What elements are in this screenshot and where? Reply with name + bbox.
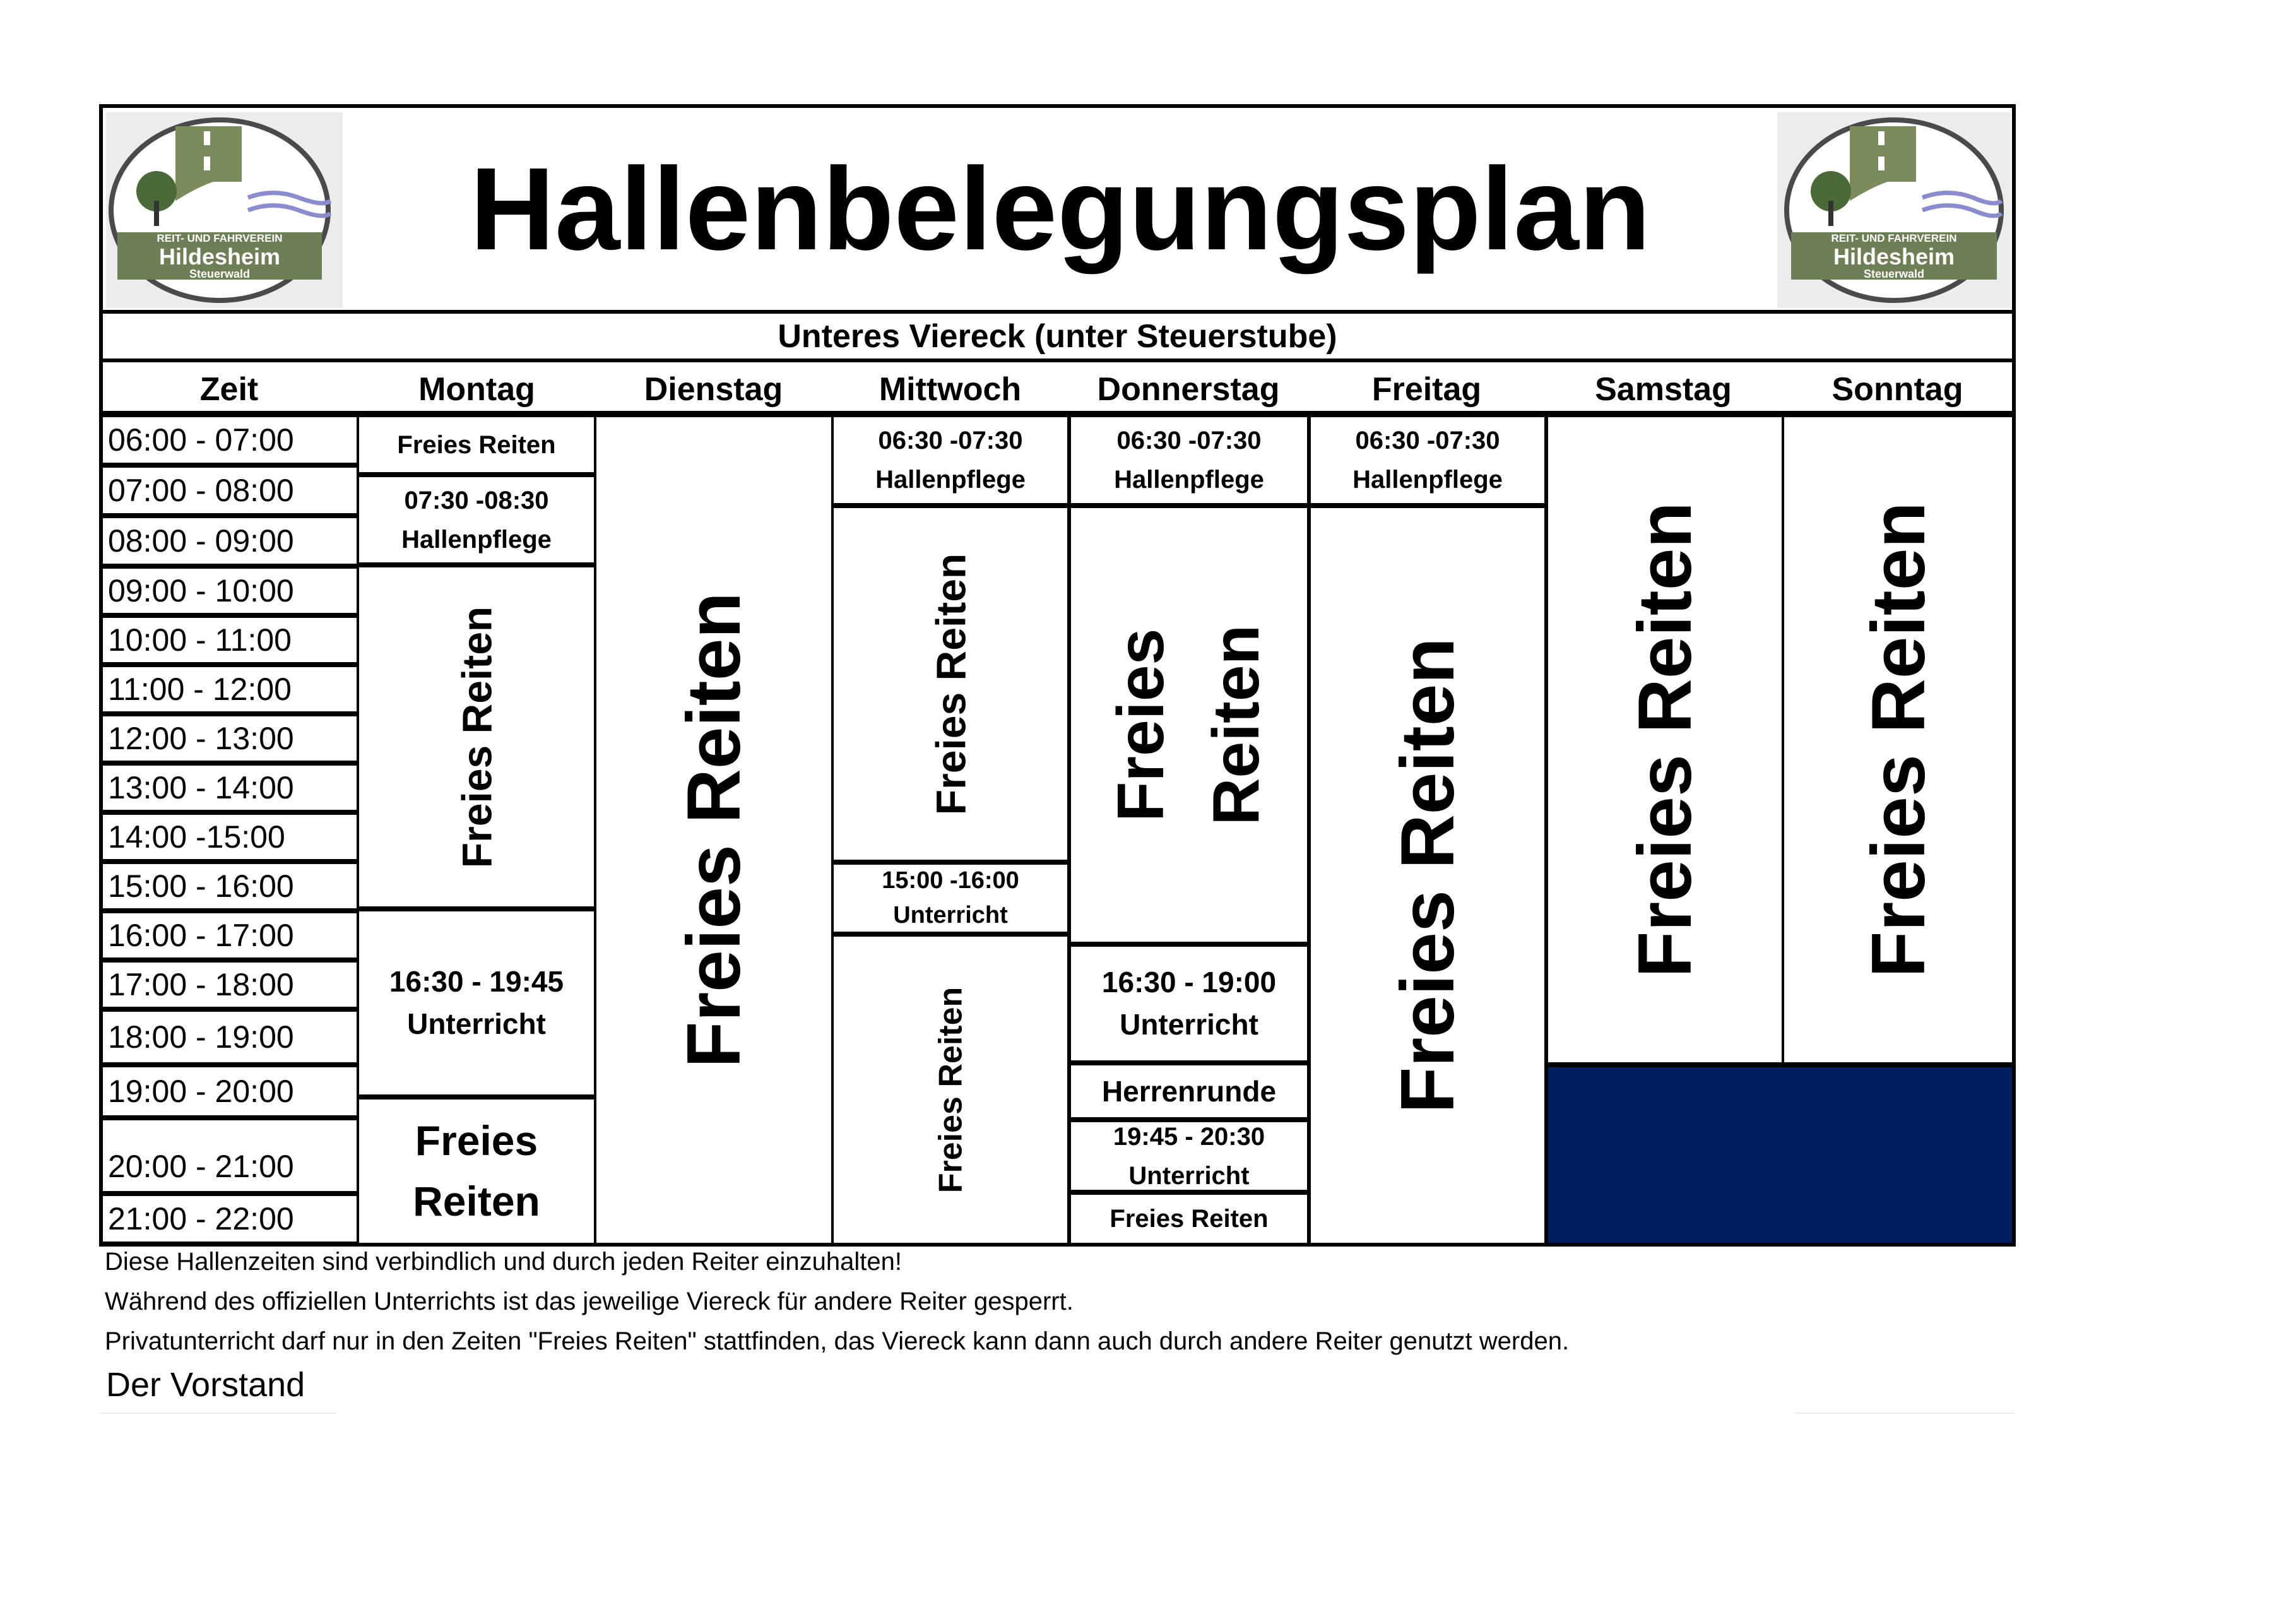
weekend-blocked-area <box>1546 1065 2015 1245</box>
divider-right <box>1794 1413 2015 1414</box>
donnerstag-unterricht-time: 16:30 - 19:00 <box>1101 966 1277 999</box>
header-mittwoch: Mittwoch <box>879 371 1022 408</box>
logo-right-line2: Hildesheim <box>1833 244 1955 270</box>
signature: Der Vorstand <box>106 1366 305 1404</box>
samstag-block-freies-reiten <box>1546 415 1784 1065</box>
donnerstag-block-freies-reiten <box>1068 506 1310 944</box>
logo-left-line3: Steuerwald <box>189 268 251 280</box>
time-row: 17:00 - 18:00 <box>100 960 359 1009</box>
montag-block-freies-reiten-evening <box>357 1097 596 1245</box>
montag-freies-reiten-vertical: Freies Reiten <box>453 606 500 868</box>
donnerstag-unterricht-label: Unterricht <box>1120 1008 1258 1041</box>
freitag-block-hallenpflege <box>1308 415 1547 506</box>
mittwoch-block-hallenpflege <box>831 415 1070 506</box>
mittwoch-hallenpflege-label: Hallenpflege <box>875 466 1026 494</box>
time-row: 12:00 - 13:00 <box>100 714 359 763</box>
header-sonntag: Sonntag <box>1831 371 1963 408</box>
freitag-hallenpflege-label: Hallenpflege <box>1352 466 1503 494</box>
time-row: 06:00 - 07:00 <box>100 415 359 465</box>
freitag-block-freies-reiten <box>1308 506 1547 1245</box>
mittwoch-freies-reiten-vertical: Freies Reiten <box>927 553 974 815</box>
sonntag-freies-reiten-vertical: Freies Reiten <box>1855 502 1941 978</box>
arena-subtitle: Unteres Viereck (unter Steuerstube) <box>778 317 1337 355</box>
montag-block-hallenpflege <box>357 475 596 565</box>
time-row: 15:00 - 16:00 <box>100 862 359 911</box>
donnerstag-hallenpflege-time: 06:30 -07:30 <box>1116 427 1262 454</box>
note-lessons: Während des offiziellen Unterrichts ist das jeweilige Viereck für andere Reiter gesperrt. <box>105 1288 1074 1315</box>
logo-left-line2: Hildesheim <box>158 244 281 270</box>
donnerstag-hallenpflege-label: Hallenpflege <box>1114 466 1264 494</box>
time-row: 13:00 - 14:00 <box>100 763 359 812</box>
subtitle-row <box>103 314 2012 362</box>
time-row: 16:00 - 17:00 <box>100 911 359 960</box>
montag-block-freies-reiten-day <box>357 565 596 909</box>
dienstag-block-freies-reiten <box>594 415 834 1245</box>
header-freitag: Freitag <box>1371 371 1482 408</box>
header-donnerstag: Donnerstag <box>1097 371 1280 408</box>
dienstag-freies-reiten-vertical: Freies Reiten <box>672 592 757 1068</box>
time-row: 14:00 -15:00 <box>100 812 359 862</box>
mittwoch-freies-reiten-evening-vertical: Freies Reiten <box>932 987 969 1193</box>
club-logo-right <box>1777 112 2011 308</box>
logo-left-line1: REIT- UND FAHRVEREIN <box>157 232 283 244</box>
time-row: 18:00 - 19:00 <box>100 1009 359 1065</box>
sonntag-block-freies-reiten <box>1782 415 2015 1065</box>
mittwoch-block-unterricht <box>831 862 1070 934</box>
samstag-freies-reiten-vertical: Freies Reiten <box>1623 502 1708 978</box>
logo-right-line1: REIT- UND FAHRVEREIN <box>1831 232 1957 244</box>
mittwoch-unterricht-time: 15:00 -16:00 <box>882 867 1019 894</box>
note-private-lessons: Privatunterricht darf nur in den Zeiten "Freies Reiten" stattfinden, das Viereck kann dann auch durch andere Reiter genutzt werden. <box>105 1327 1570 1355</box>
donnerstag-block-unterricht-evening <box>1068 1120 1310 1192</box>
donnerstag-block-freies-reiten-evening <box>1068 1192 1310 1245</box>
donnerstag-freies-reiten-vertical <box>1094 625 1284 826</box>
time-row: 11:00 - 12:00 <box>100 665 359 714</box>
club-logo-left <box>106 112 343 308</box>
time-row: 09:00 - 10:00 <box>100 566 359 615</box>
donnerstag-freies-line1: Freies <box>1104 628 1178 822</box>
logo-right-line3: Steuerwald <box>1863 268 1925 280</box>
montag-block-freies-reiten-label: Freies Reiten <box>397 430 556 459</box>
mittwoch-block-freies-reiten-evening <box>831 934 1070 1245</box>
donnerstag-block-hallenpflege <box>1068 415 1310 506</box>
donnerstag-block-unterricht <box>1068 944 1310 1063</box>
donnerstag-herrenrunde-label: Herrenrunde <box>1101 1074 1277 1108</box>
time-row: 20:00 - 21:00 <box>100 1118 359 1194</box>
header-montag: Montag <box>418 371 535 408</box>
donnerstag-block-herrenrunde <box>1068 1063 1310 1120</box>
donnerstag-unterricht-evening-label: Unterricht <box>1128 1161 1250 1190</box>
montag-evening-line2: Reiten <box>413 1177 540 1224</box>
montag-evening-line1: Freies <box>415 1117 538 1164</box>
freitag-freies-reiten-vertical: Freies Reiten <box>1385 637 1471 1113</box>
page-title: Hallenbelegungsplan <box>470 144 1651 275</box>
time-row: 19:00 - 20:00 <box>100 1065 359 1118</box>
montag-block-freies-reiten <box>357 415 596 475</box>
donnerstag-unterricht-evening-time: 19:45 - 20:30 <box>1113 1122 1265 1151</box>
donnerstag-freies-reiten-evening-label: Freies Reiten <box>1110 1205 1269 1233</box>
note-binding: Diese Hallenzeiten sind verbindlich und durch jeden Reiter einzuhalten! <box>105 1248 902 1276</box>
montag-hallenpflege-label: Hallenpflege <box>401 525 552 554</box>
montag-unterricht-time: 16:30 - 19:45 <box>389 965 564 999</box>
header-samstag: Samstag <box>1595 371 1732 408</box>
mittwoch-hallenpflege-time: 06:30 -07:30 <box>878 427 1023 454</box>
time-row: 10:00 - 11:00 <box>100 615 359 665</box>
donnerstag-freies-line2: Reiten <box>1200 624 1273 826</box>
freitag-hallenpflege-time: 06:30 -07:30 <box>1355 427 1500 454</box>
header-zeit: Zeit <box>199 371 259 408</box>
mittwoch-unterricht-label: Unterricht <box>893 902 1008 928</box>
montag-hallenpflege-time: 07:30 -08:30 <box>404 486 549 514</box>
time-row: 08:00 - 09:00 <box>100 516 359 566</box>
montag-block-unterricht <box>357 909 596 1097</box>
time-row: 07:00 - 08:00 <box>100 465 359 516</box>
mittwoch-block-freies-reiten <box>831 506 1070 862</box>
divider-left <box>99 1413 336 1414</box>
time-row: 21:00 - 22:00 <box>100 1194 359 1244</box>
header-dienstag: Dienstag <box>644 371 783 408</box>
montag-unterricht-label: Unterricht <box>407 1007 546 1040</box>
